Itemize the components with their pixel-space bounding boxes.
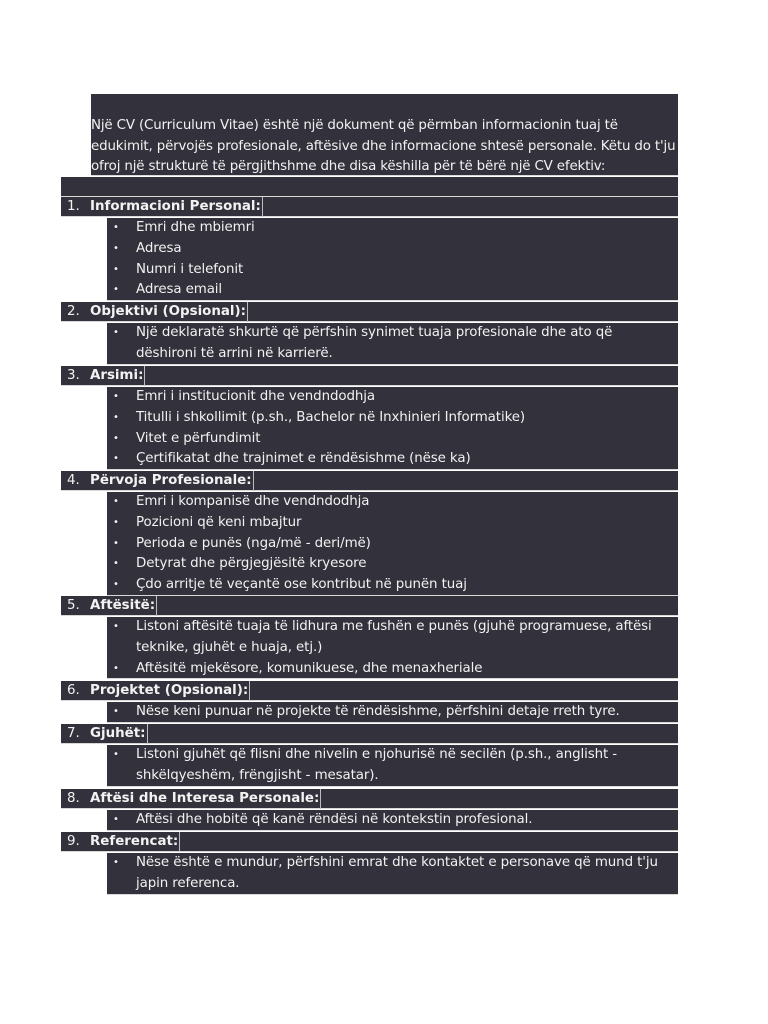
- section-heading: [61, 832, 678, 852]
- list-item: [107, 280, 678, 301]
- section-heading: [61, 366, 678, 386]
- list-item-text: Nëse keni punuar në projekte të rëndësishme, përfshini detaje rreth tyre.: [136, 704, 620, 719]
- bullet-icon: •: [113, 516, 119, 528]
- section-number: 6.: [67, 683, 80, 698]
- list-item: [107, 554, 678, 575]
- bullet-icon: •: [113, 558, 119, 570]
- section-item-list: [107, 853, 678, 895]
- list-item: [107, 492, 678, 513]
- list-item: [107, 429, 678, 450]
- list-item-text: Emri i institucionit dhe vendndodhja: [136, 389, 375, 404]
- section-number: 4.: [67, 473, 80, 488]
- section-heading: [61, 197, 678, 217]
- list-item-text: Aftësi dhe hobitë që kanë rëndësi në kontekstin profesional.: [136, 812, 533, 827]
- section-title: Referencat:: [90, 832, 180, 852]
- section-heading: [61, 789, 678, 809]
- section-title: Gjuhët:: [90, 724, 148, 744]
- section-number: 3.: [67, 368, 80, 383]
- list-item-text: Titulli i shkollimit (p.sh., Bachelor në Inxhinieri Informatike): [136, 409, 526, 425]
- bullet-icon: •: [113, 857, 119, 868]
- bullet-icon: •: [113, 749, 119, 760]
- bullet-icon: •: [113, 284, 119, 296]
- bullet-icon: •: [113, 621, 119, 632]
- list-item-text: Emri i kompanisë dhe vendndodhja: [136, 494, 370, 509]
- list-item: [107, 659, 678, 680]
- bullet-icon: •: [113, 242, 119, 254]
- list-item-text: Çertifikatat dhe trajnimet e rëndësishme (nëse ka): [136, 451, 471, 467]
- list-item-text: Listoni gjuhët që flisni dhe nivelin e njohurisë në secilën (p.sh., anglisht - shkëlqyeshëm, frëngjisht - mesatar).: [136, 747, 618, 783]
- section-item-list: [107, 323, 678, 365]
- section-item-list: [107, 810, 678, 831]
- section-number: 2.: [67, 304, 80, 319]
- section-title: Arsimi:: [90, 366, 145, 386]
- bullet-icon: •: [113, 453, 119, 465]
- section-number: 9.: [67, 834, 80, 849]
- bullet-icon: •: [113, 579, 119, 591]
- section-number: 5.: [67, 598, 80, 613]
- bullet-icon: •: [113, 814, 119, 825]
- list-item-text: Emri dhe mbiemri: [136, 220, 255, 235]
- list-item: [107, 853, 678, 895]
- intro-paragraph: Një CV (Curriculum Vitae) është një dokument që përmban informacionin tuaj të edukimit, përvojës profesionale, aftësive dhe informacione shtesë personale. Këtu do t'ju ofroj një strukturë të përgjithshme dhe disa këshilla për të bërë një CV efektiv:: [91, 94, 678, 176]
- bullet-icon: •: [113, 432, 119, 444]
- section-item-list: [107, 387, 678, 470]
- list-item-text: Adresa email: [136, 282, 223, 298]
- bullet-icon: •: [113, 411, 119, 423]
- section-item-list: [107, 702, 678, 723]
- list-item-text: Detyrat dhe përgjegjësitë kryesore: [136, 556, 367, 572]
- section-number: 7.: [67, 726, 80, 741]
- section-item-list: [107, 617, 678, 679]
- section-title: Përvoja Profesionale:: [90, 471, 254, 491]
- section-title: Aftësi dhe Interesa Personale:: [90, 789, 321, 809]
- list-item: [107, 617, 678, 659]
- bullet-icon: •: [113, 706, 119, 717]
- list-item-text: Numri i telefonit: [136, 261, 244, 277]
- list-item-text: Perioda e punës (nga/më - deri/më): [136, 535, 371, 551]
- list-item: [107, 810, 678, 831]
- list-item-text: Çdo arritje të veçantë ose kontribut në punën tuaj: [136, 577, 467, 593]
- list-item: [107, 575, 678, 596]
- list-item: [107, 323, 678, 365]
- section-heading: [61, 596, 678, 616]
- bullet-icon: •: [113, 391, 119, 402]
- bullet-icon: •: [113, 222, 119, 233]
- list-item: [107, 387, 678, 408]
- section-heading: [61, 471, 678, 491]
- list-item-text: Nëse është e mundur, përfshini emrat dhe kontaktet e personave që mund t'ju japin referenca.: [136, 855, 658, 891]
- list-item-text: Një deklaratë shkurtë që përfshin synimet tuaja profesionale dhe ato që dëshironi të arrini në karrierë.: [136, 325, 613, 361]
- list-item: [107, 534, 678, 555]
- bullet-icon: •: [113, 263, 119, 275]
- bullet-icon: •: [113, 327, 119, 338]
- section-item-list: [107, 745, 678, 787]
- list-item-text: Aftësitë mjekësore, komunikuese, dhe menaxheriale: [136, 660, 483, 676]
- list-item-text: Listoni aftësitë tuaja të lidhura me fushën e punës (gjuhë programuese, aftësi teknike, gjuhët e huaja, etj.): [136, 619, 652, 655]
- intro-spacer-row: [61, 177, 678, 197]
- list-item: [107, 218, 678, 239]
- section-item-list: [107, 218, 678, 301]
- list-item: [107, 239, 678, 260]
- list-item-text: Vitet e përfundimit: [136, 430, 261, 446]
- list-item: [107, 513, 678, 534]
- bullet-icon: •: [113, 662, 119, 674]
- section-item-list: [107, 492, 678, 596]
- list-item: [107, 702, 678, 723]
- list-item: [107, 260, 678, 281]
- list-item: [107, 449, 678, 470]
- section-title: Objektivi (Opsional):: [90, 302, 248, 322]
- list-item: [107, 408, 678, 429]
- bullet-icon: •: [113, 496, 119, 507]
- section-title: Projektet (Opsional):: [90, 681, 250, 701]
- bullet-icon: •: [113, 537, 119, 549]
- section-heading: [61, 724, 678, 744]
- list-item-text: Pozicioni që keni mbajtur: [136, 514, 302, 530]
- list-item: [107, 745, 678, 787]
- section-number: 1.: [67, 199, 80, 214]
- section-number: 8.: [67, 791, 80, 806]
- section-title: Aftësitë:: [90, 596, 157, 616]
- list-item-text: Adresa: [136, 240, 182, 256]
- section-heading: [61, 681, 678, 701]
- section-title: Informacioni Personal:: [90, 197, 263, 217]
- section-heading: [61, 302, 678, 322]
